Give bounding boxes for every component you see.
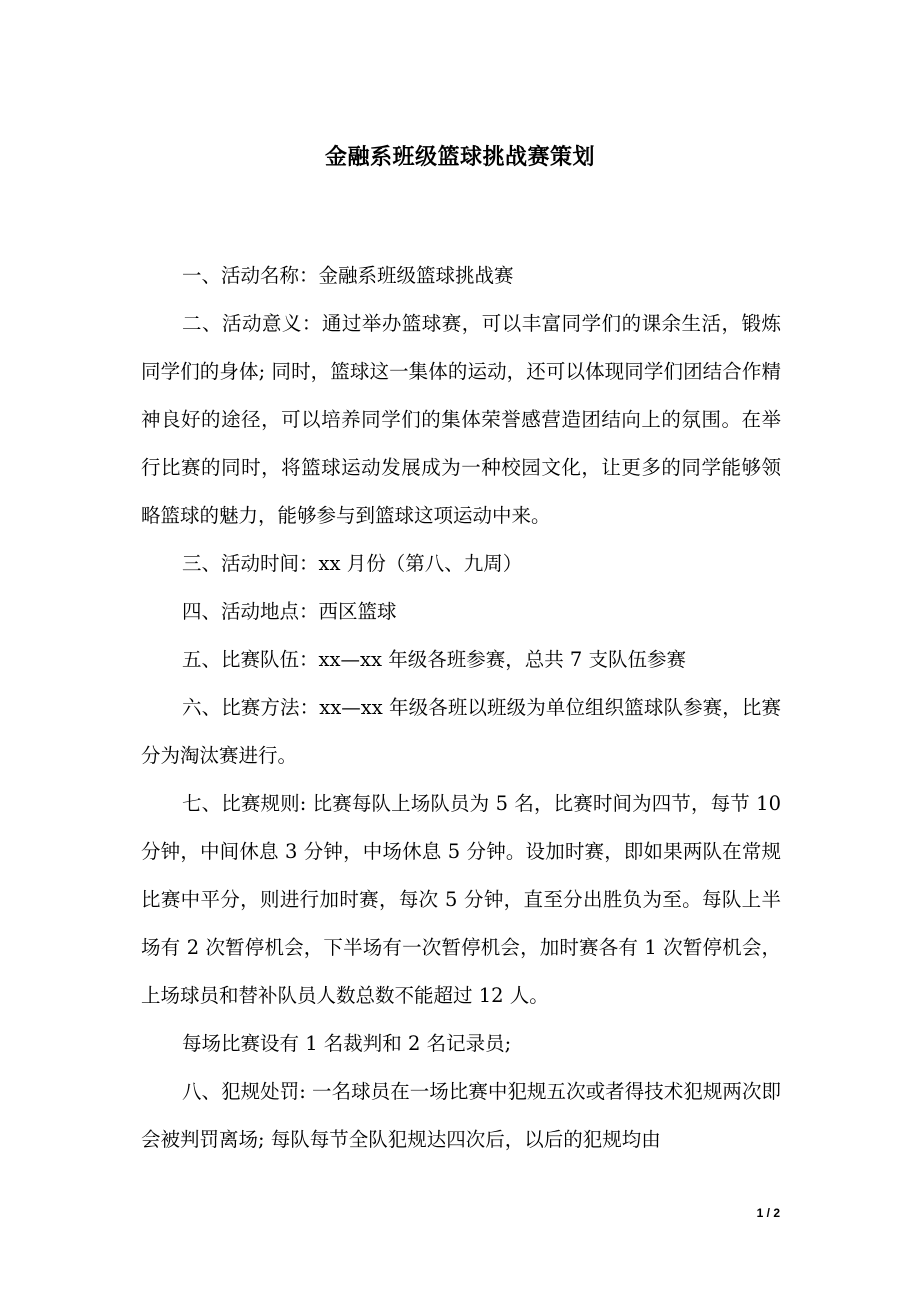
paragraph-competition-method: 六、比赛方法：xx—xx 年级各班以班级为单位组织篮球队参赛，比赛分为淘汰赛进行。	[141, 696, 781, 767]
document-title: 金融系班级篮球挑战赛策划	[324, 144, 595, 170]
paragraph-activity-significance: 二、活动意义：通过举办篮球赛，可以丰富同学们的课余生活，锻炼同学们的身体; 同时，篮球这一集体的运动，还可以体现同学们团结合作精神良好的途径，可以培养同学们的集体荣誉感营造团结向上的氛围。在举行比赛的同时，将篮球运动发展成为一种校园文化，让更多的同学能够领略篮球的魅力，能够参与到篮球这项运动中来。	[141, 312, 781, 527]
document-body	[141, 252, 781, 1164]
page-number: 1 / 2	[756, 1206, 780, 1220]
paragraph-fouls: 八、犯规处罚: 一名球员在一场比赛中犯规五次或者得技术犯规两次即会被判罚离场; 每队每节全队犯规达四次后，以后的犯规均由	[141, 1080, 781, 1151]
paragraph-activity-location: 四、活动地点：西区篮球	[182, 600, 397, 623]
paragraph-activity-name: 一、活动名称：金融系班级篮球挑战赛	[182, 264, 514, 287]
paragraph-teams: 五、比赛队伍：xx—xx 年级各班参赛，总共 7 支队伍参赛	[182, 648, 686, 671]
paragraph-rules: 七、比赛规则: 比赛每队上场队员为 5 名，比赛时间为四节，每节 10 分钟，中间休息 3 分钟，中场休息 5 分钟。设加时赛，即如果两队在常规比赛中平分，则进行加时赛，每次 5 分钟，直至分出胜负为至。每队上半场有 2 次暂停机会，下半场有一次暂停机会，加时赛各有 1 次暂停机会，上场球员和替补队员人数总数不能超过 12 人。	[141, 792, 781, 1007]
paragraph-officials: 每场比赛设有 1 名裁判和 2 名记录员;	[182, 1032, 512, 1055]
paragraph-activity-time: 三、活动时间：xx 月份（第八、九周）	[182, 552, 523, 575]
